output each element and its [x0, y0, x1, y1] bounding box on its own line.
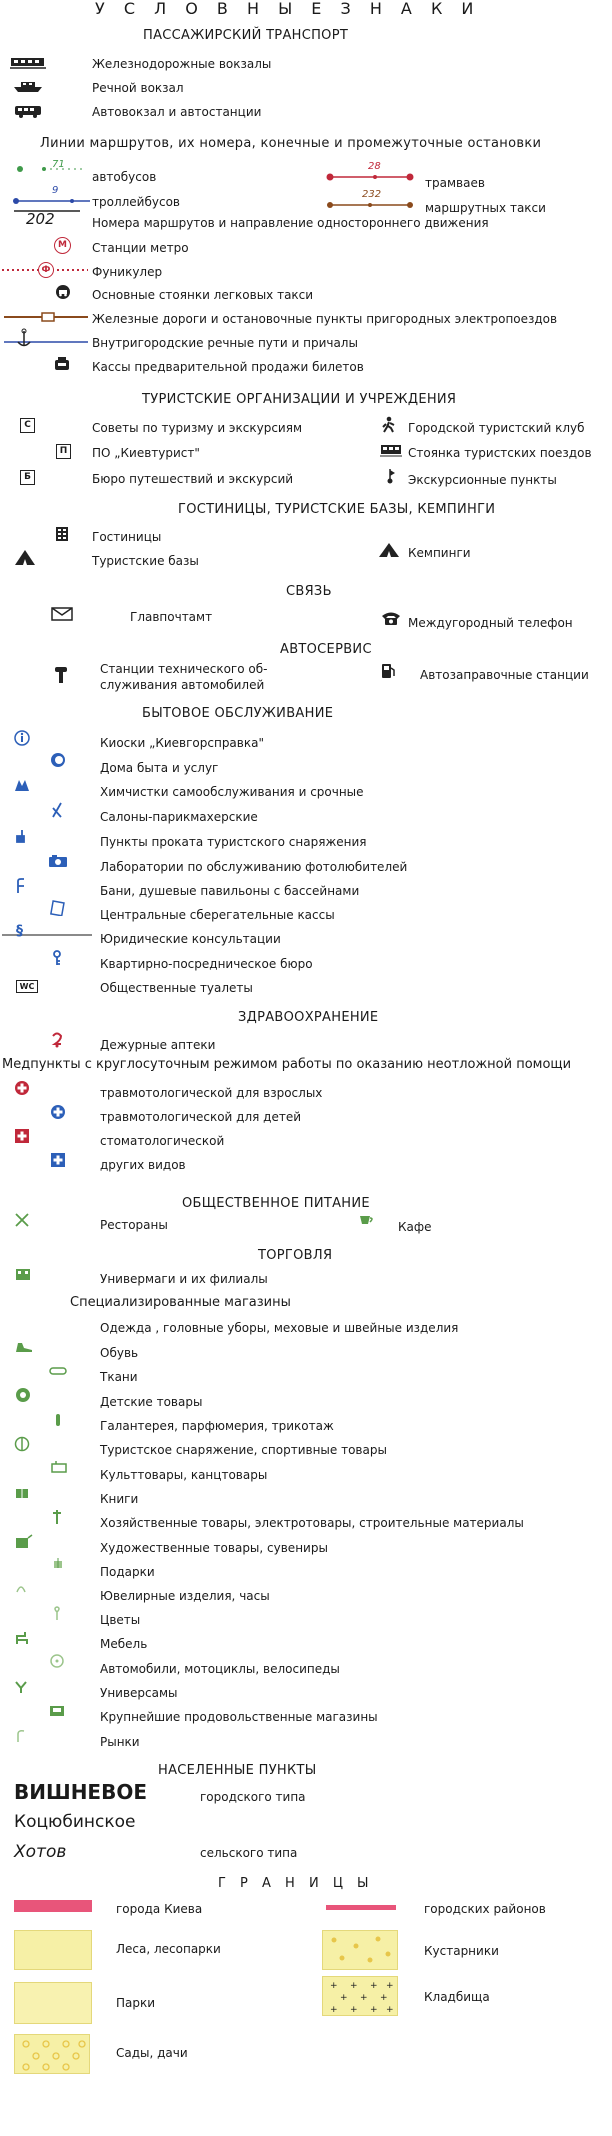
- supermarket-icon: [14, 1680, 28, 1694]
- health-heading: ЗДРАВООХРАНЕНИЕ: [238, 1010, 379, 1025]
- telephone-icon: [380, 610, 402, 626]
- borders-heading: Г Р А Н И Ц Ы: [218, 1876, 374, 1891]
- department-stores-label: Универмаги и их филиалы: [100, 1272, 268, 1286]
- department-store-icon: [14, 1266, 32, 1282]
- fuel-station-icon: [380, 662, 396, 680]
- med-item-4: других видов: [100, 1158, 186, 1172]
- trade-item-4: Детские товары: [100, 1395, 203, 1409]
- haberdashery-icon: [52, 1412, 64, 1428]
- minibus-label: маршрутных такси: [425, 201, 546, 215]
- railway-stations-label: Железнодорожные вокзалы: [92, 57, 272, 71]
- med-dental-icon: [14, 1128, 30, 1144]
- hairdresser-icon: [50, 802, 64, 818]
- tourist-base-icon: [14, 548, 36, 566]
- forest-swatch: [14, 1930, 92, 1970]
- trade-item-11: Подарки: [100, 1565, 155, 1579]
- transport-heading: ПАССАЖИРСКИЙ ТРАНСПОРТ: [143, 28, 349, 43]
- forests-label: Леса, лесопарки: [116, 1942, 221, 1956]
- svg-text:+: +: [370, 1981, 378, 1991]
- parks-swatch: [14, 1982, 92, 2024]
- svg-text:+: +: [330, 2005, 338, 2015]
- art-goods-icon: [14, 1534, 34, 1550]
- savings-bank-icon: [50, 900, 66, 916]
- excursion-points-label: Экскурсионные пункты: [408, 473, 557, 487]
- trade-item-1: Одежда , головные уборы, меховые и швейные изделия: [100, 1321, 459, 1335]
- shrubs-label: Кустарники: [424, 1944, 499, 1958]
- children-goods-icon: [14, 1386, 32, 1404]
- metro-label: Станции метро: [92, 241, 189, 255]
- railroad-icon: [4, 310, 88, 324]
- fuel-stations-label: Автозаправочные станции: [420, 668, 589, 682]
- route-numbers-label: Номера маршрутов и направление одностороннего движения: [92, 216, 489, 230]
- river-station-label: Речной вокзал: [92, 81, 184, 95]
- hotels-heading: ГОСТИНИЦЫ, ТУРИСТСКИЕ БАЗЫ, КЕМПИНГИ: [178, 502, 496, 517]
- river-route-icon: [4, 328, 88, 350]
- bureau-label: Бюро путешествий и экскурсий: [92, 472, 294, 486]
- tourist-club-icon: [380, 416, 398, 434]
- tourist-bases-label: Туристские базы: [92, 554, 199, 568]
- routes-heading: Линии маршрутов, их номера, конечные и промежуточные остановки: [40, 136, 542, 151]
- svg-text:+: +: [350, 2005, 358, 2015]
- service-item-5: Пункты проката туристского снаряжения: [100, 835, 367, 849]
- parks-label: Парки: [116, 1996, 156, 2010]
- med-other-icon: [50, 1152, 66, 1168]
- river-routes-label: Внутригородские речные пути и причалы: [92, 336, 358, 350]
- trolleybus-route-number: 9: [52, 185, 59, 196]
- tram-route-number: 28: [368, 161, 381, 172]
- gardens-label: Сады, дачи: [116, 2046, 188, 2060]
- restaurants-label: Рестораны: [100, 1218, 168, 1232]
- taxi-label: Основные стоянки легковых такси: [92, 288, 314, 302]
- market-icon: [14, 1728, 28, 1744]
- telephone-label: Междугородный телефон: [408, 616, 573, 630]
- svg-text:+: +: [386, 1981, 394, 1991]
- svg-text:+: +: [380, 1993, 388, 2003]
- autoservice-heading: АВТОСЕРВИС: [280, 642, 372, 657]
- tourist-club-label: Городской туристский клуб: [408, 421, 585, 435]
- toilet-icon: WC: [16, 980, 38, 993]
- kievturist-label: ПО „Киевтурист": [92, 446, 200, 460]
- books-icon: [14, 1486, 30, 1500]
- funicular-label: Фуникулер: [92, 265, 163, 279]
- stationery-icon: [50, 1460, 68, 1474]
- service-item-8: Центральные сберегательные кассы: [100, 908, 335, 922]
- rental-icon: [14, 828, 28, 844]
- tourism-heading: ТУРИСТСКИЕ ОРГАНИЗАЦИИ И УЧРЕЖДЕНИЯ: [142, 392, 457, 407]
- service-item-9: Юридические консультации: [100, 932, 281, 946]
- household-goods-icon: [50, 1508, 64, 1526]
- med-item-1: травмотологической для взрослых: [100, 1086, 323, 1100]
- cafe-label: Кафе: [398, 1220, 432, 1234]
- food-store-icon: [48, 1702, 66, 1718]
- service-item-7: Бани, душевые павильоны с бассейнами: [100, 884, 360, 898]
- service-station-icon: [54, 666, 68, 684]
- bath-icon: [14, 878, 28, 894]
- pharmacy-label: Дежурные аптеки: [100, 1038, 216, 1052]
- service-item-10: Квартирно-посредническое бюро: [100, 957, 313, 971]
- furniture-icon: [14, 1630, 30, 1646]
- restaurant-icon: [14, 1212, 30, 1228]
- jewelry-icon: [14, 1580, 28, 1596]
- services-heading: БЫТОВОЕ ОБСЛУЖИВАНИЕ: [142, 706, 334, 721]
- tickets-label: Кассы предварительной продажи билетов: [92, 360, 364, 374]
- shoes-icon: [14, 1340, 34, 1354]
- tourist-train-icon: [380, 442, 402, 458]
- district-border-swatch: [326, 1905, 396, 1910]
- trade-item-17: Крупнейшие продовольственные магазины: [100, 1710, 378, 1724]
- trade-item-6: Туристское снаряжение, спортивные товары: [100, 1443, 387, 1457]
- bus-route-number: 71: [52, 159, 65, 170]
- fabrics-icon: [48, 1364, 68, 1378]
- service-stations-line1: Станции технического об-: [100, 662, 268, 676]
- river-station-icon: [12, 80, 46, 94]
- vehicles-icon: [48, 1654, 66, 1668]
- trade-item-5: Галантерея, парфюмерия, трикотаж: [100, 1419, 334, 1433]
- trade-item-2: Обувь: [100, 1346, 139, 1360]
- med-item-3: стоматологической: [100, 1134, 225, 1148]
- city-border-label: города Киева: [116, 1902, 203, 1916]
- trade-item-18: Рынки: [100, 1735, 140, 1749]
- service-item-1: Киоски „Киевгорсправка": [100, 736, 264, 750]
- svg-text:+: +: [330, 1981, 338, 1991]
- trade-item-13: Цветы: [100, 1613, 141, 1627]
- camping-icon: [378, 542, 400, 558]
- district-border-label: городских районов: [424, 1902, 546, 1916]
- cemetery-swatch: [322, 1976, 398, 2016]
- bureau-icon: Б: [20, 470, 35, 485]
- trade-item-8: Книги: [100, 1492, 139, 1506]
- trade-item-10: Художественные товары, сувениры: [100, 1541, 328, 1555]
- bus-stations-label: Автовокзал и автостанции: [92, 105, 262, 119]
- railway-station-icon: [10, 56, 46, 70]
- excursion-point-icon: [384, 468, 396, 484]
- trade-item-9: Хозяйственные товары, электротовары, строительные материалы: [100, 1516, 524, 1530]
- service-house-icon: [50, 752, 66, 768]
- trade-item-15: Автомобили, мотоциклы, велосипеды: [100, 1662, 340, 1676]
- trade-item-16: Универсамы: [100, 1686, 178, 1700]
- metro-icon: М: [54, 237, 71, 254]
- medpoints-heading: Медпункты с круглосуточным режимом работы по оказанию неотложной помощи: [2, 1057, 572, 1072]
- railroads-label: Железные дороги и остановочные пункты пригородных электропоездов: [92, 312, 558, 326]
- gifts-icon: [52, 1556, 64, 1570]
- trade-item-12: Ювелирные изделия, часы: [100, 1589, 270, 1603]
- info-kiosk-icon: [14, 730, 30, 746]
- legal-icon: §: [16, 923, 23, 939]
- med-item-2: травмотологической для детей: [100, 1110, 301, 1124]
- service-item-4: Салоны-парикмахерские: [100, 810, 258, 824]
- service-item-2: Дома быта и услуг: [100, 761, 219, 775]
- flowers-icon: [50, 1606, 64, 1622]
- cemeteries-label: Кладбища: [424, 1990, 490, 2004]
- specialized-heading: Специализированные магазины: [70, 1295, 291, 1310]
- train-parking-label: Стоянка туристских поездов: [408, 446, 592, 460]
- legend-title: У С Л О В Н Ы Е З Н А К И: [95, 0, 481, 18]
- svg-text:+: +: [386, 2005, 394, 2015]
- trade-item-7: Культтовары, канцтовары: [100, 1468, 268, 1482]
- campings-label: Кемпинги: [408, 546, 471, 560]
- urban-type-label: городского типа: [200, 1790, 306, 1804]
- ticket-office-icon: [53, 356, 71, 372]
- communication-heading: СВЯЗЬ: [286, 584, 332, 599]
- hotel-icon: [54, 526, 70, 542]
- catering-heading: ОБЩЕСТВЕННОЕ ПИТАНИЕ: [182, 1196, 370, 1211]
- settlements-heading: НАСЕЛЕННЫЕ ПУНКТЫ: [158, 1763, 317, 1778]
- service-item-11: Общественные туалеты: [100, 981, 253, 995]
- rural-type-label: сельского типа: [200, 1846, 298, 1860]
- key-icon: [50, 950, 64, 966]
- taxi-icon: [55, 284, 71, 300]
- med-adults-icon: [14, 1080, 30, 1096]
- cafe-icon: [358, 1212, 374, 1228]
- settlement-example-rural: Хотов: [14, 1842, 67, 1862]
- trade-heading: ТОРГОВЛЯ: [258, 1248, 333, 1263]
- sports-goods-icon: [14, 1436, 30, 1452]
- shrubs-swatch: [322, 1930, 398, 1970]
- service-item-3: Химчистки самообслуживания и срочные: [100, 785, 364, 799]
- tram-label: трамваев: [425, 176, 485, 190]
- bus-label: автобусов: [92, 170, 157, 184]
- service-item-6: Лаборатории по обслуживанию фотолюбителей: [100, 860, 408, 874]
- post-office-icon: [50, 606, 74, 622]
- councils-label: Советы по туризму и экскурсиям: [92, 421, 302, 435]
- councils-icon: С: [20, 418, 35, 433]
- svg-text:+: +: [350, 1981, 358, 1991]
- city-border-swatch: [14, 1900, 92, 1912]
- dry-cleaning-icon: [14, 778, 30, 792]
- svg-text:+: +: [360, 1993, 368, 2003]
- bus-station-icon: [14, 104, 44, 118]
- post-office-label: Главпочтамт: [130, 610, 213, 624]
- kievturist-icon: П: [56, 444, 71, 459]
- settlement-example-urban: Коцюбинское: [14, 1812, 136, 1832]
- med-children-icon: [50, 1104, 66, 1120]
- gardens-swatch: [14, 2034, 90, 2074]
- funicular-icon: Ф: [38, 262, 54, 278]
- route-number-example: 202: [26, 210, 55, 228]
- svg-text:+: +: [370, 2005, 378, 2015]
- pharmacy-icon: [50, 1032, 64, 1048]
- trade-item-3: Ткани: [100, 1370, 138, 1384]
- bus-route-icon: [14, 158, 84, 174]
- svg-text:+: +: [340, 1993, 348, 2003]
- service-stations-line2: служивания автомобилей: [100, 678, 265, 692]
- trolleybus-label: троллейбусов: [92, 195, 180, 209]
- hotels-label: Гостиницы: [92, 530, 162, 544]
- trade-item-14: Мебель: [100, 1637, 148, 1651]
- minibus-route-number: 232: [362, 189, 382, 200]
- photo-lab-icon: [48, 854, 68, 868]
- settlement-example-big: ВИШНЕВОЕ: [14, 1780, 147, 1804]
